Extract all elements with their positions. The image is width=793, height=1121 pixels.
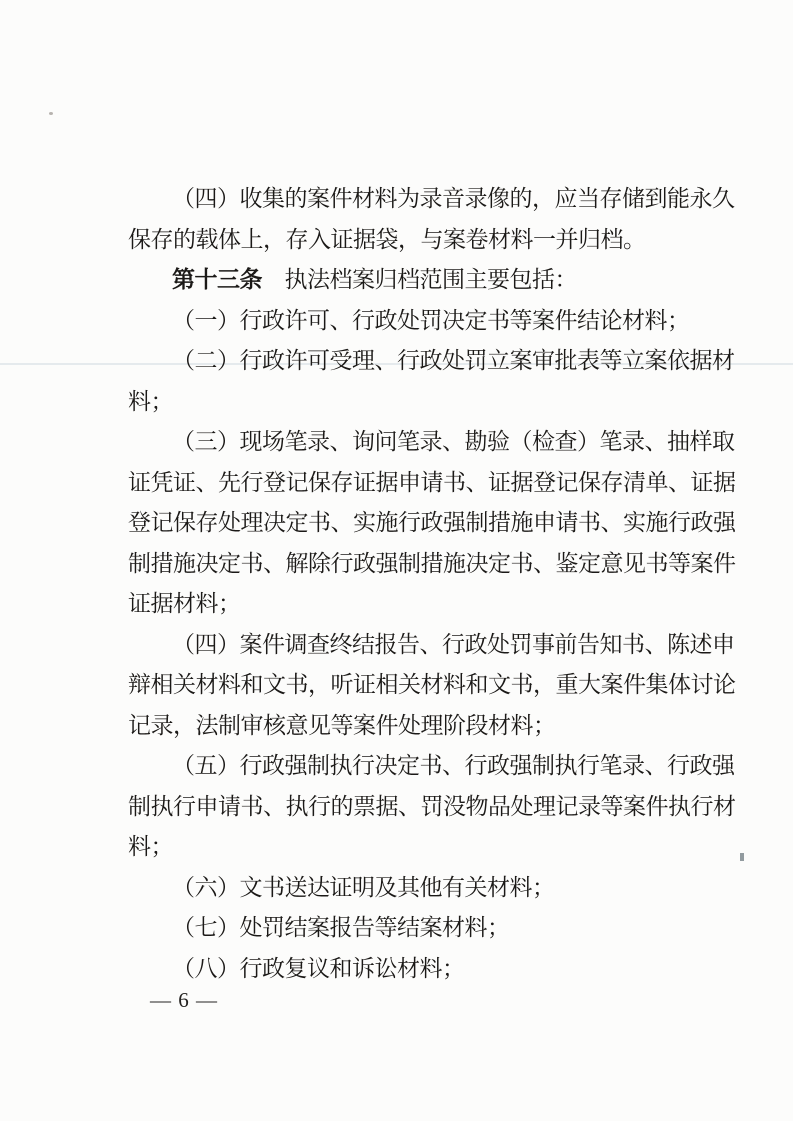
text-line: 制措施决定书、解除行政强制措施决定书、鉴定意见书等案件 (128, 550, 736, 576)
text-line: 制执行申请书、执行的票据、罚没物品处理记录等案件执行材 (128, 793, 736, 819)
document-body (128, 179, 736, 989)
scan-speck-artifact (49, 112, 53, 115)
text-line: （五）行政强制执行决定书、行政强制执行笔录、行政强 (172, 753, 735, 778)
text-line: 证凭证、先行登记保存证据申请书、证据登记保存清单、证据 (128, 469, 736, 495)
article-number: 第十三条 (172, 267, 262, 292)
text-line: （四）收集的案件材料为录音录像的，应当存储到能永久 (172, 186, 735, 211)
page-number: — 6 — (150, 988, 218, 1012)
scan-speck-artifact (740, 853, 744, 861)
text-line: （八）行政复议和诉讼材料； (172, 955, 465, 981)
text-line: 第十三条 执法档案归档范围主要包括： (172, 267, 577, 292)
text-line: （一）行政许可、行政处罚决定书等案件结论材料； (172, 307, 690, 333)
text-line: 保存的载体上，存入证据袋，与案卷材料一并归档。 (128, 226, 646, 252)
text-line: 登记保存处理决定书、实施行政强制措施申请书、实施行政强 (128, 510, 736, 535)
text-line: （二）行政许可受理、行政处罚立案审批表等立案依据材 (172, 348, 735, 373)
text-line: 辩相关材料和文书，听证相关材料和文书，重大案件集体讨论 (128, 672, 736, 697)
text-line: 记录，法制审核意见等案件处理阶段材料； (128, 712, 556, 738)
text-line: （六）文书送达证明及其他有关材料； (172, 874, 555, 900)
text-line: 料； (128, 388, 173, 414)
text-line: （四）案件调查终结报告、行政处罚事前告知书、陈述申 (172, 631, 735, 657)
text-line: 证据材料； (128, 591, 241, 616)
text-line: 料； (128, 834, 173, 859)
text-line: （三）现场笔录、询问笔录、勘验（检查）笔录、抽样取 (172, 429, 735, 454)
text-line: （七）处罚结案报告等结案材料； (172, 915, 510, 940)
